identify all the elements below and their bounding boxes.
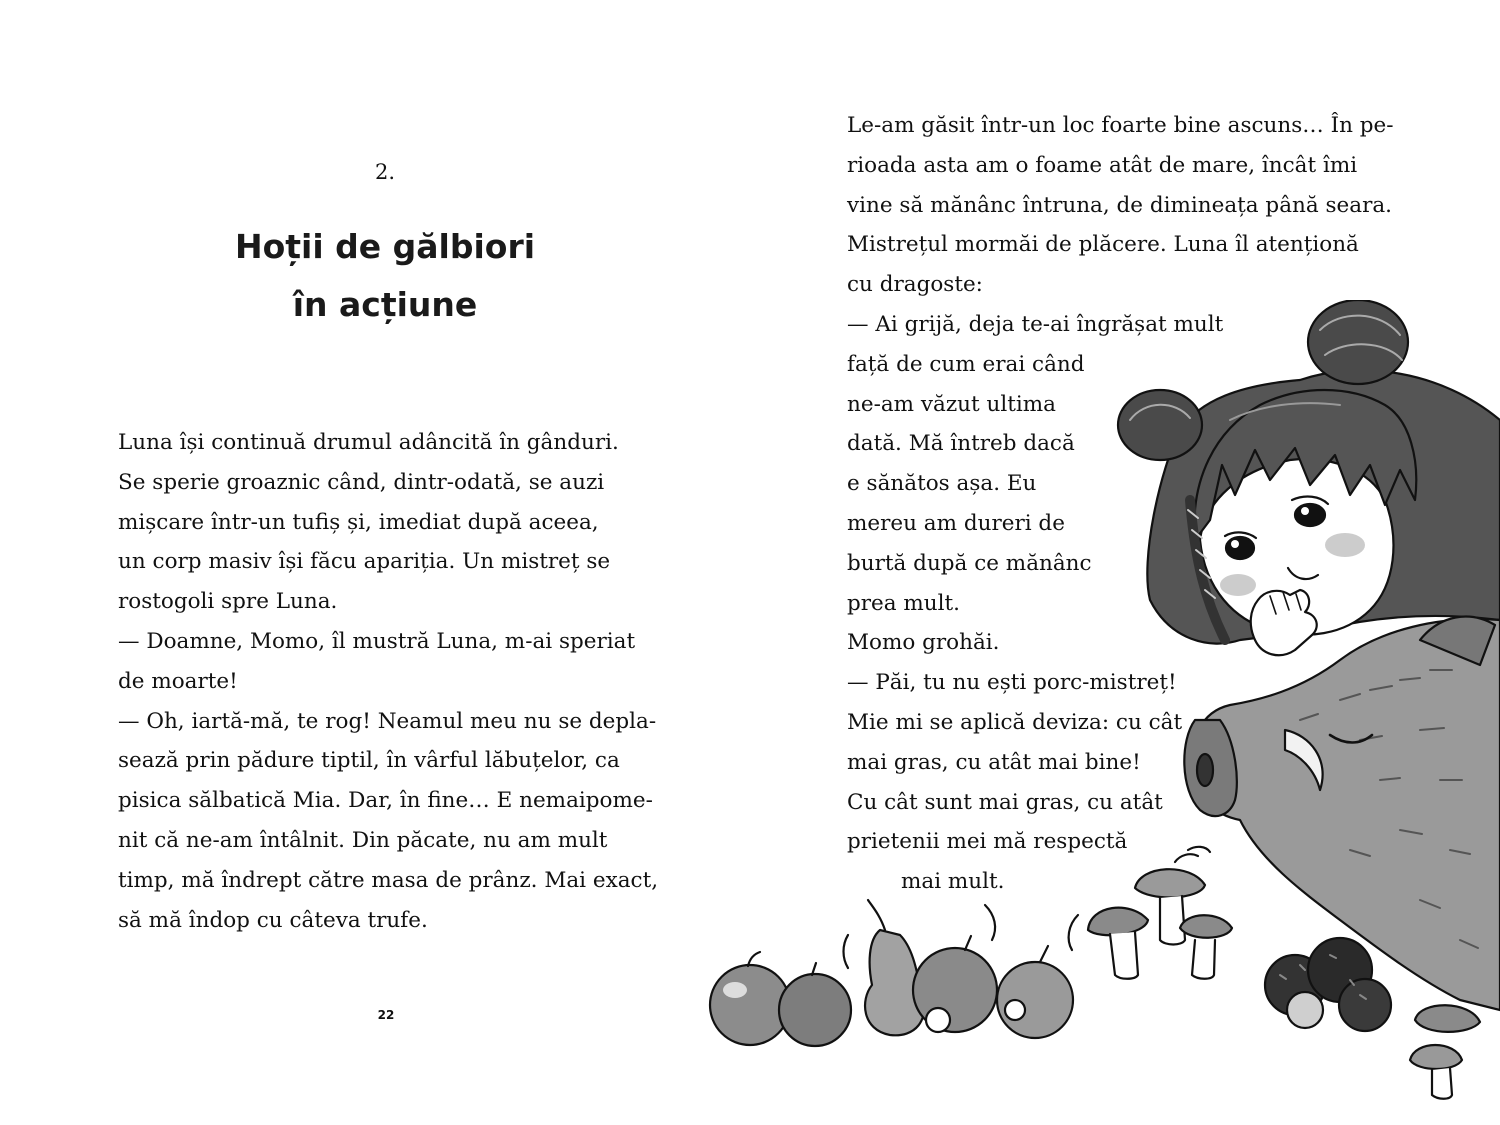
text-line: Luna își continuă drumul adâncită în gânduri. [118, 430, 619, 455]
fruit-illustration [710, 900, 1078, 1046]
chapter-title-line: Hoții de gălbiori [234, 227, 536, 266]
text-line: timp, mă îndrept către masa de prânz. Mai exact, [118, 867, 659, 893]
text-line: prea mult. [847, 590, 961, 616]
text-line: prietenii mei mă respectă [847, 829, 1128, 855]
truffle-illustration [1265, 938, 1391, 1031]
text-line: vine să mănânc întruna, de dimineața până seara. [847, 192, 1393, 218]
text-line: — Ai grijă, deja te-ai îngrășat mult [847, 311, 1224, 337]
chapter-title-line: în acțiune [292, 285, 478, 324]
text-line: de moarte! [118, 668, 238, 694]
text-line: mereu am dureri de [847, 510, 1065, 536]
text-line: mai gras, cu atât mai bine! [847, 749, 1141, 775]
text-line: — Oh, iartă-mă, te rog! Neamul meu nu se depla- [118, 708, 657, 734]
text-line: nit că ne-am întâlnit. Din păcate, nu am mult [118, 827, 608, 853]
text-line: Cu cât sunt mai gras, cu atât [847, 789, 1163, 815]
text-line: mișcare într-un tufiș și, imediat după aceea, [118, 509, 599, 535]
text-line: — Păi, tu nu ești porc-mistreț! [847, 670, 1177, 696]
text-line: mai mult. [901, 869, 1005, 895]
text-line: pisica sălbatică Mia. Dar, în fine… E nemaipome- [118, 788, 653, 814]
text-line: să mă îndop cu câteva trufe. [118, 907, 428, 933]
text-line: Momo grohăi. [847, 630, 1000, 656]
text-line: dată. Mă întreb dacă [847, 431, 1075, 457]
text-line: Le-am găsit într-un loc foarte bine ascuns… În pe- [847, 113, 1394, 138]
text-line: rioada asta am o foame atât de mare, încât îmi [847, 152, 1358, 178]
text-line: rostogoli spre Luna. [118, 589, 338, 615]
text-line: e sănătos așa. Eu [847, 471, 1037, 497]
text-line: Mistrețul mormăi de plăcere. Luna îl atenționă [847, 232, 1359, 258]
chapter-number: 2. [374, 160, 396, 184]
left-body-text [118, 423, 658, 940]
girl-and-boar-illustration [700, 300, 1500, 1125]
text-line: sează prin pădure tiptil, în vârful lăbuțelor, ca [118, 748, 620, 774]
text-line: Mie mi se aplică deviza: cu cât [847, 709, 1183, 735]
text-line: ne-am văzut ultima [847, 391, 1056, 417]
text-line: cu dragoste: [847, 272, 983, 298]
chapter-title [0, 218, 770, 334]
text-line: Se sperie groaznic când, dintr-odată, se auzi [118, 469, 605, 495]
text-line: față de cum erai când [847, 351, 1085, 377]
page-number: 22 [377, 1008, 395, 1022]
text-line: un corp masiv își făcu apariția. Un mistreț se [118, 549, 611, 575]
text-line: — Doamne, Momo, îl mustră Luna, m-ai speriat [118, 628, 636, 654]
girl-illustration [1118, 300, 1500, 655]
text-line: burtă după ce mănânc [847, 550, 1092, 576]
